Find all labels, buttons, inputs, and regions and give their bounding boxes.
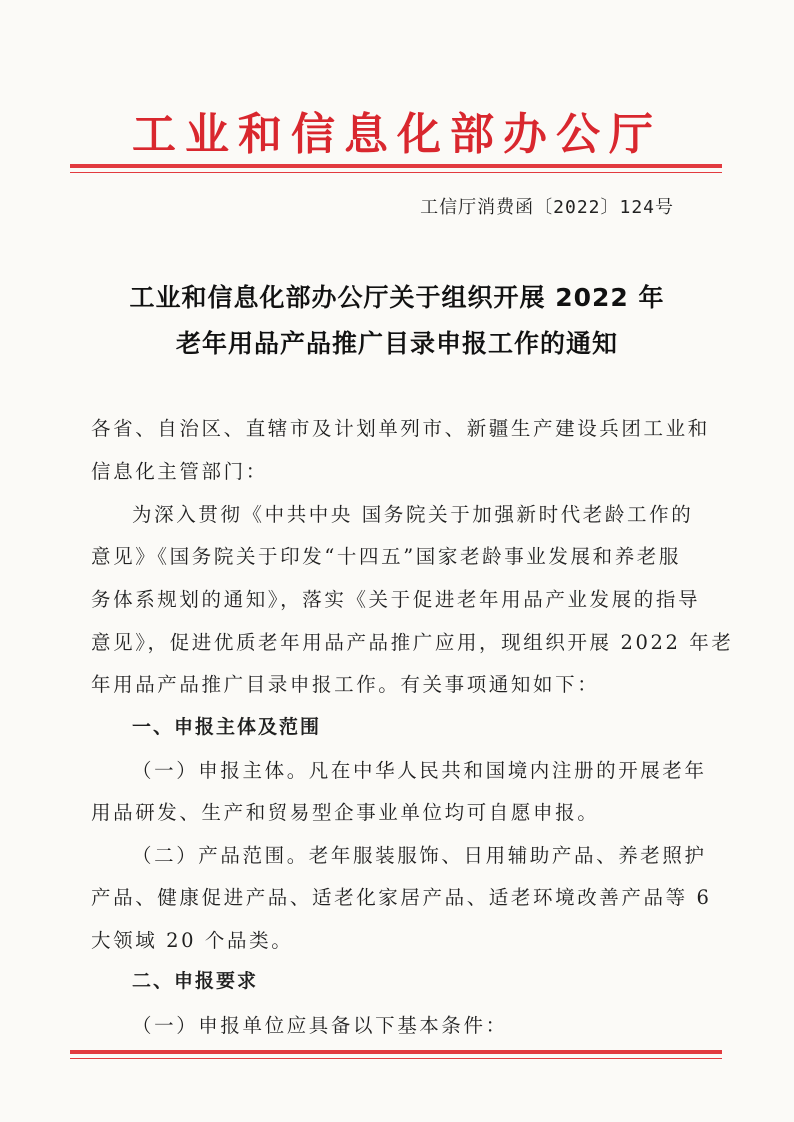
section-heading-2: 二、申报要求 — [132, 970, 259, 992]
footer-divider-thick — [70, 1050, 722, 1054]
section-heading-1: 一、申报主体及范围 — [132, 716, 322, 738]
paragraph-line: 产品、健康促进产品、适老化家居产品、适老环境改善产品等 6 — [91, 886, 712, 909]
paragraph-line: 意见》《国务院关于印发“十四五”国家老龄事业发展和养老服 — [91, 545, 681, 568]
addressee-line-1: 各省、自治区、直辖市及计划单列市、新疆生产建设兵团工业和 — [91, 417, 710, 440]
paragraph-line: 年用品产品推广目录申报工作。有关事项通知如下： — [91, 673, 600, 696]
header-divider-thick — [70, 164, 722, 168]
organization-header: 工业和信息化部办公厅 — [132, 109, 662, 160]
paragraph-line: 为深入贯彻《中共中央 国务院关于加强新时代老龄工作的 — [132, 503, 694, 526]
paragraph-line: 用品研发、生产和贸易型企事业单位均可自愿申报。 — [91, 801, 600, 824]
paragraph-line: （一）申报单位应具备以下基本条件： — [132, 1014, 508, 1037]
notice-title-line-1: 工业和信息化部办公厅关于组织开展 2022 年 — [129, 283, 665, 312]
header-divider-thin — [70, 172, 722, 173]
paragraph-line: （一）申报主体。凡在中华人民共和国境内注册的开展老年 — [132, 759, 707, 782]
paragraph-line: 意见》，促进优质老年用品产品推广应用，现组织开展 2022 年老 — [91, 631, 734, 654]
footer-divider-thin — [70, 1058, 722, 1059]
paragraph-line: 大领域 20 个品类。 — [91, 929, 294, 952]
paragraph-line: 务体系规划的通知》，落实《关于促进老年用品产业发展的指导 — [91, 588, 701, 611]
notice-title-line-2: 老年用品产品推广目录申报工作的通知 — [175, 329, 618, 358]
document-number: 工信厅消费函〔2022〕124号 — [420, 197, 674, 218]
addressee-line-2: 信息化主管部门： — [91, 460, 268, 483]
paragraph-line: （二）产品范围。老年服装服饰、日用辅助产品、养老照护 — [132, 844, 707, 867]
